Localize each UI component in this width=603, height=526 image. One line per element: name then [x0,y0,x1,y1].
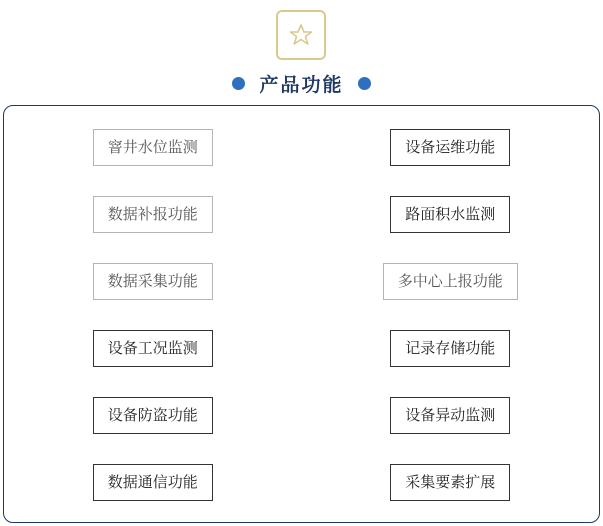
feature-cell [4,263,302,300]
page-title: 产品功能 [259,74,344,96]
feature-cell [302,464,600,501]
feature-cell [4,129,302,166]
feature-item[interactable]: 多中心上报功能 [383,263,518,300]
feature-item[interactable]: 设备工况监测 [93,330,213,367]
feature-cell [302,263,600,300]
feature-cell [302,196,600,233]
feature-item[interactable]: 设备运维功能 [390,129,510,166]
feature-item[interactable]: 窨井水位监测 [93,129,213,166]
feature-item[interactable]: 记录存储功能 [390,330,510,367]
feature-cell [4,464,302,501]
feature-item[interactable]: 采集要素扩展 [390,464,510,501]
bullet-dot-left-icon [232,77,245,90]
feature-item[interactable]: 设备异动监测 [390,397,510,434]
feature-item[interactable]: 路面积水监测 [390,196,510,233]
feature-cell [4,196,302,233]
feature-cell [4,397,302,434]
bullet-dot-right-icon [358,77,371,90]
feature-item[interactable]: 数据采集功能 [93,263,213,300]
feature-item[interactable]: 数据通信功能 [93,464,213,501]
feature-cell [302,129,600,166]
feature-item[interactable]: 数据补报功能 [93,196,213,233]
section-title-row [0,68,603,98]
feature-cell [302,397,600,434]
star-in-frame-icon [288,22,314,48]
feature-cell [4,330,302,367]
feature-cell [302,330,600,367]
features-panel [3,105,600,523]
features-grid [4,106,599,522]
feature-item[interactable]: 设备防盗功能 [93,397,213,434]
star-badge [276,10,326,60]
